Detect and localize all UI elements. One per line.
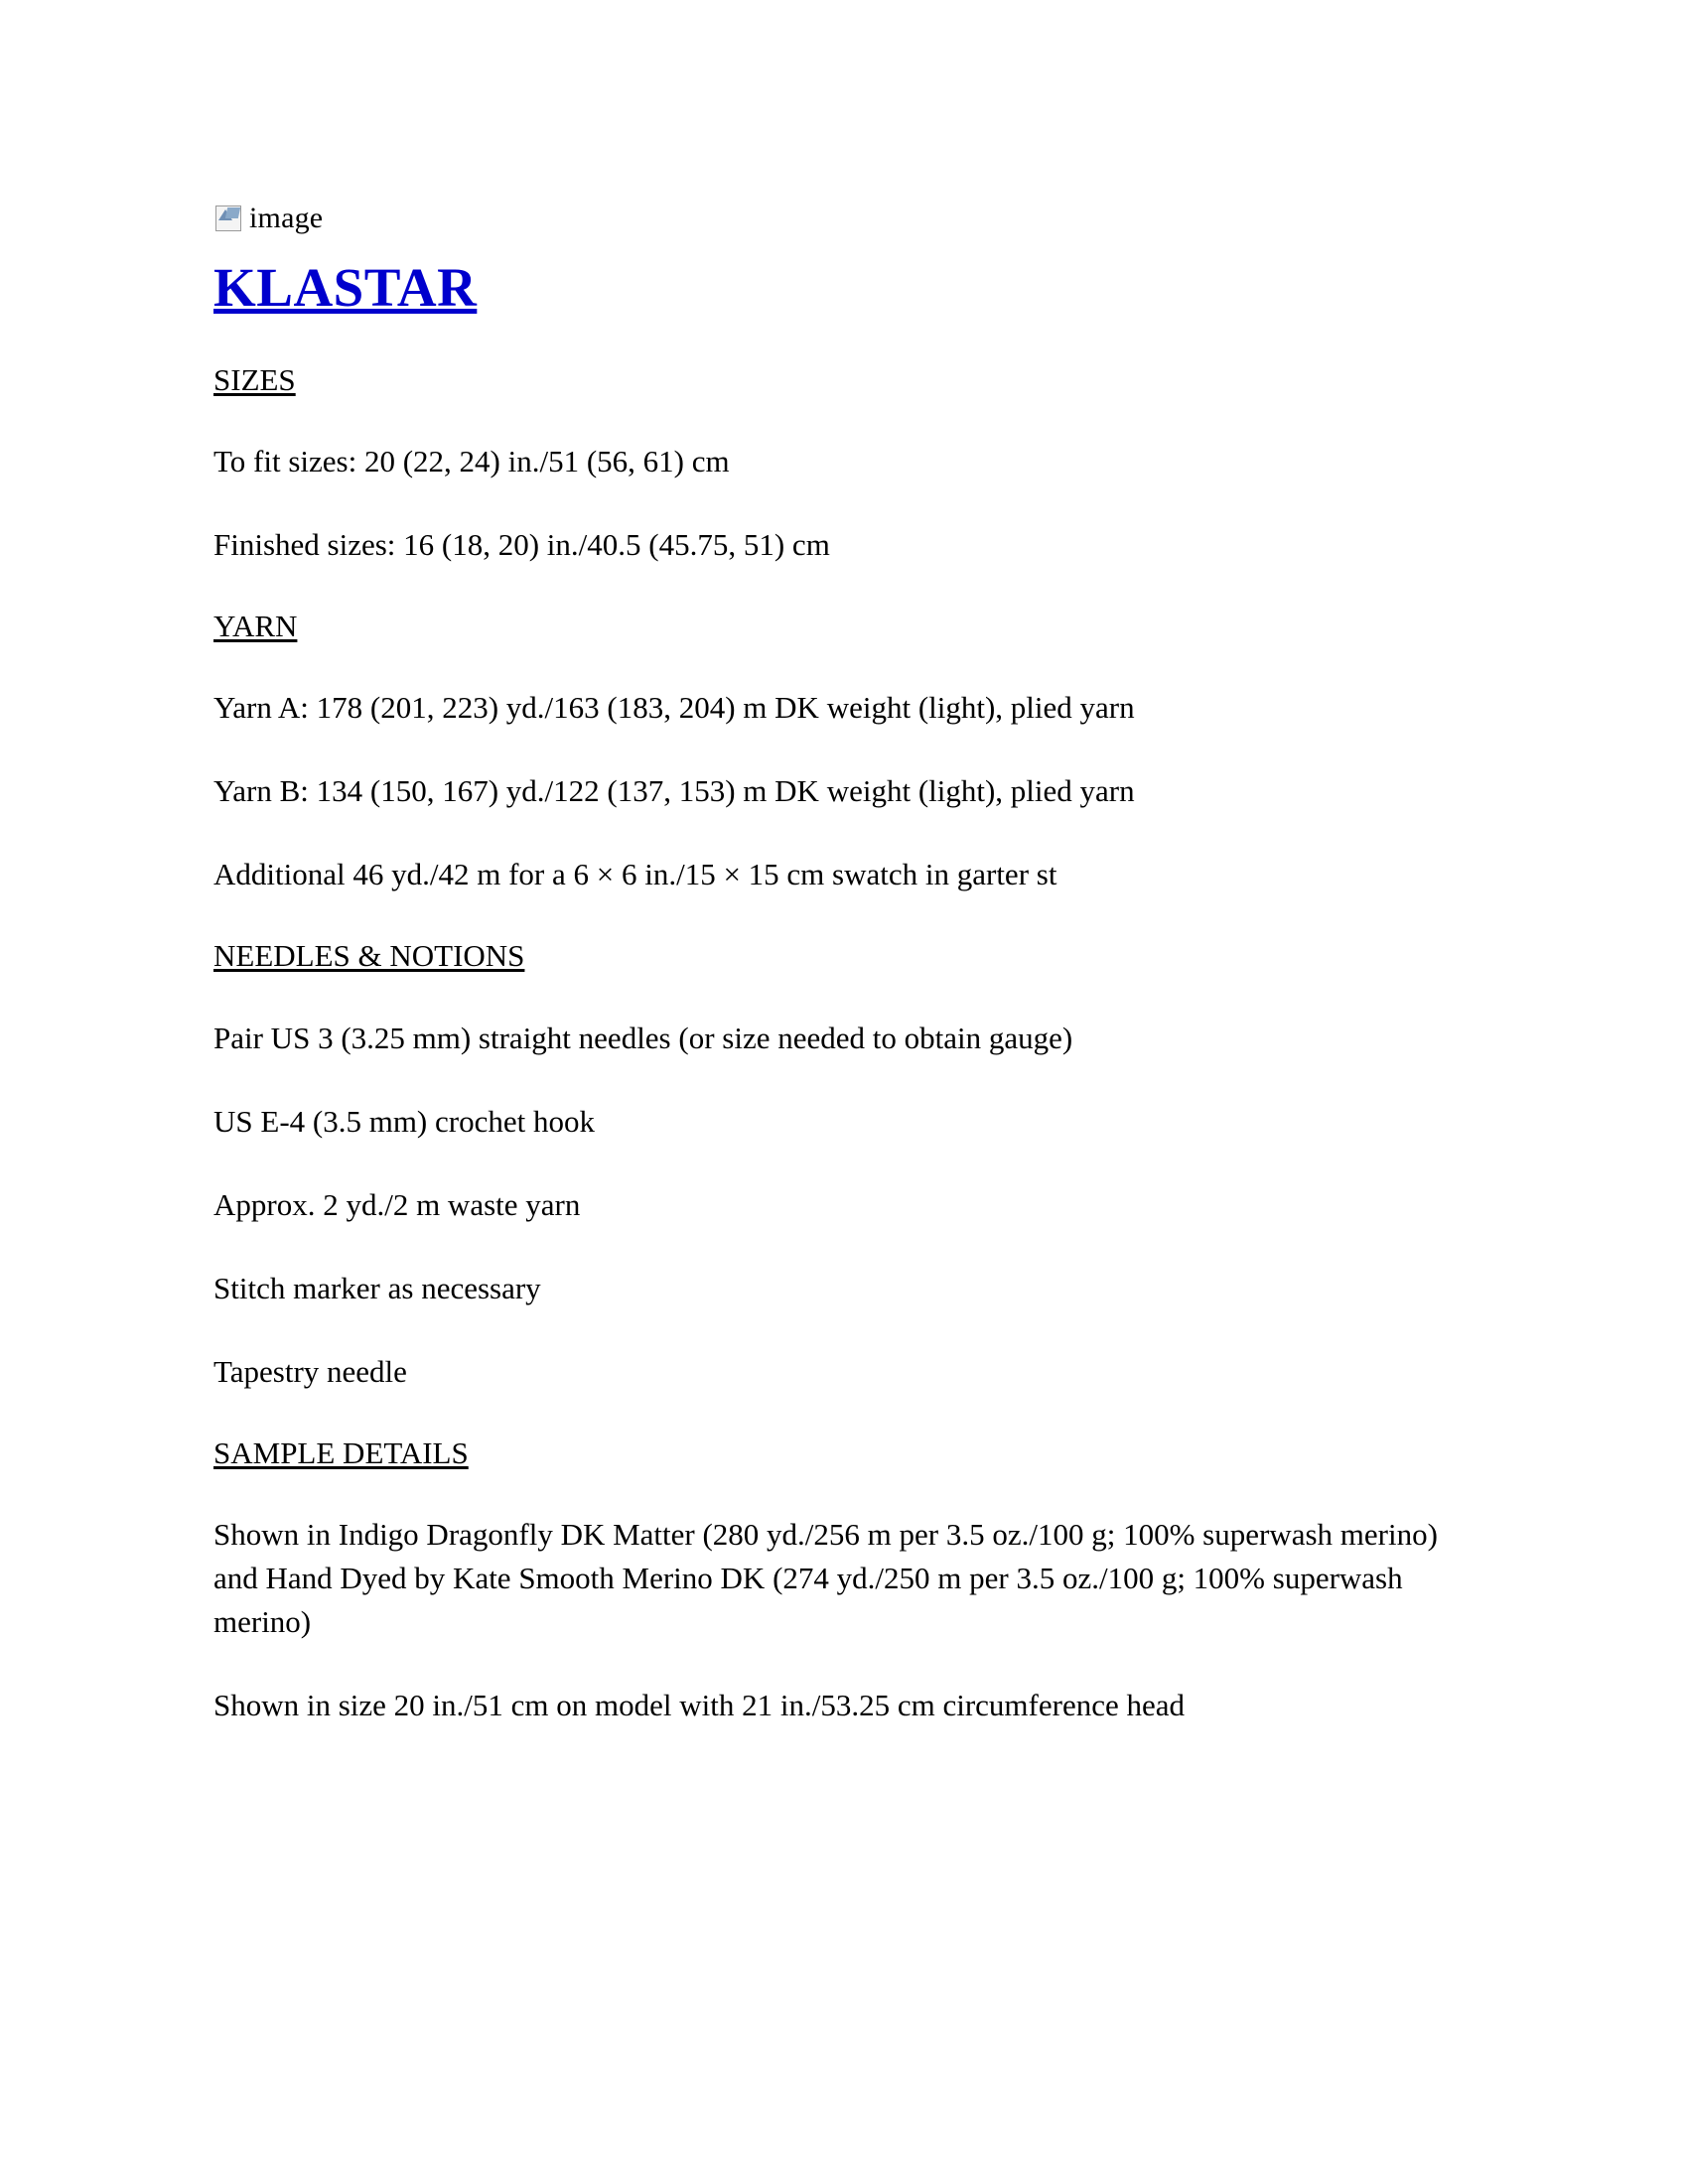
- broken-image-placeholder: [215, 204, 323, 233]
- section-heading-sample-details-label: SAMPLE DETAILS: [213, 1434, 469, 1470]
- document-body: [213, 204, 1445, 1727]
- paragraph-sample-yarns: Shown in Indigo Dragonfly DK Matter (280 yd./256 m per 3.5 oz./100 g; 100% superwash merino) and Hand Dyed by Kate Smooth Merino DK (274 yd./250 m per 3.5 oz./100 g; 100% superwash merino): [213, 1516, 1438, 1639]
- paragraph-additional-yarn: Additional 46 yd./42 m for a 6 × 6 in./15 × 15 cm swatch in garter st: [213, 857, 1057, 892]
- paragraph-sample-size: Shown in size 20 in./51 cm on model with 21 in./53.25 cm circumference head: [213, 1687, 1185, 1722]
- title-link[interactable]: KLASTAR: [213, 257, 478, 318]
- paragraph-waste-yarn: Approx. 2 yd./2 m waste yarn: [213, 1186, 581, 1222]
- section-heading-yarn: [213, 607, 1445, 646]
- section-heading-needles-notions-label: NEEDLES & NOTIONS: [213, 938, 525, 974]
- paragraph-yarn-b: Yarn B: 134 (150, 167) yd./122 (137, 153) m DK weight (light), plied yarn: [213, 773, 1135, 809]
- paragraph-finished-sizes: Finished sizes: 16 (18, 20) in./40.5 (45.75, 51) cm: [213, 526, 830, 562]
- paragraph-to-fit-sizes: To fit sizes: 20 (22, 24) in./51 (56, 61) cm: [213, 443, 730, 478]
- broken-image-icon: [215, 205, 241, 231]
- section-heading-sample-details: [213, 1433, 1445, 1473]
- section-heading-sizes: [213, 360, 1445, 400]
- paragraph-crochet-hook: US E-4 (3.5 mm) crochet hook: [213, 1103, 595, 1139]
- paragraph-tapestry-needle: Tapestry needle: [213, 1353, 407, 1389]
- paragraph-yarn-a: Yarn A: 178 (201, 223) yd./163 (183, 204) m DK weight (light), plied yarn: [213, 690, 1135, 726]
- section-heading-sizes-label: SIZES: [213, 361, 296, 397]
- page-title: [213, 257, 1445, 319]
- section-heading-needles-notions: [213, 936, 1445, 976]
- paragraph-stitch-marker: Stitch marker as necessary: [213, 1270, 541, 1305]
- paragraph-straight-needles: Pair US 3 (3.25 mm) straight needles (or size needed to obtain gauge): [213, 1020, 1073, 1055]
- broken-image-alt-text: image: [249, 202, 324, 234]
- section-heading-yarn-label: YARN: [213, 608, 298, 643]
